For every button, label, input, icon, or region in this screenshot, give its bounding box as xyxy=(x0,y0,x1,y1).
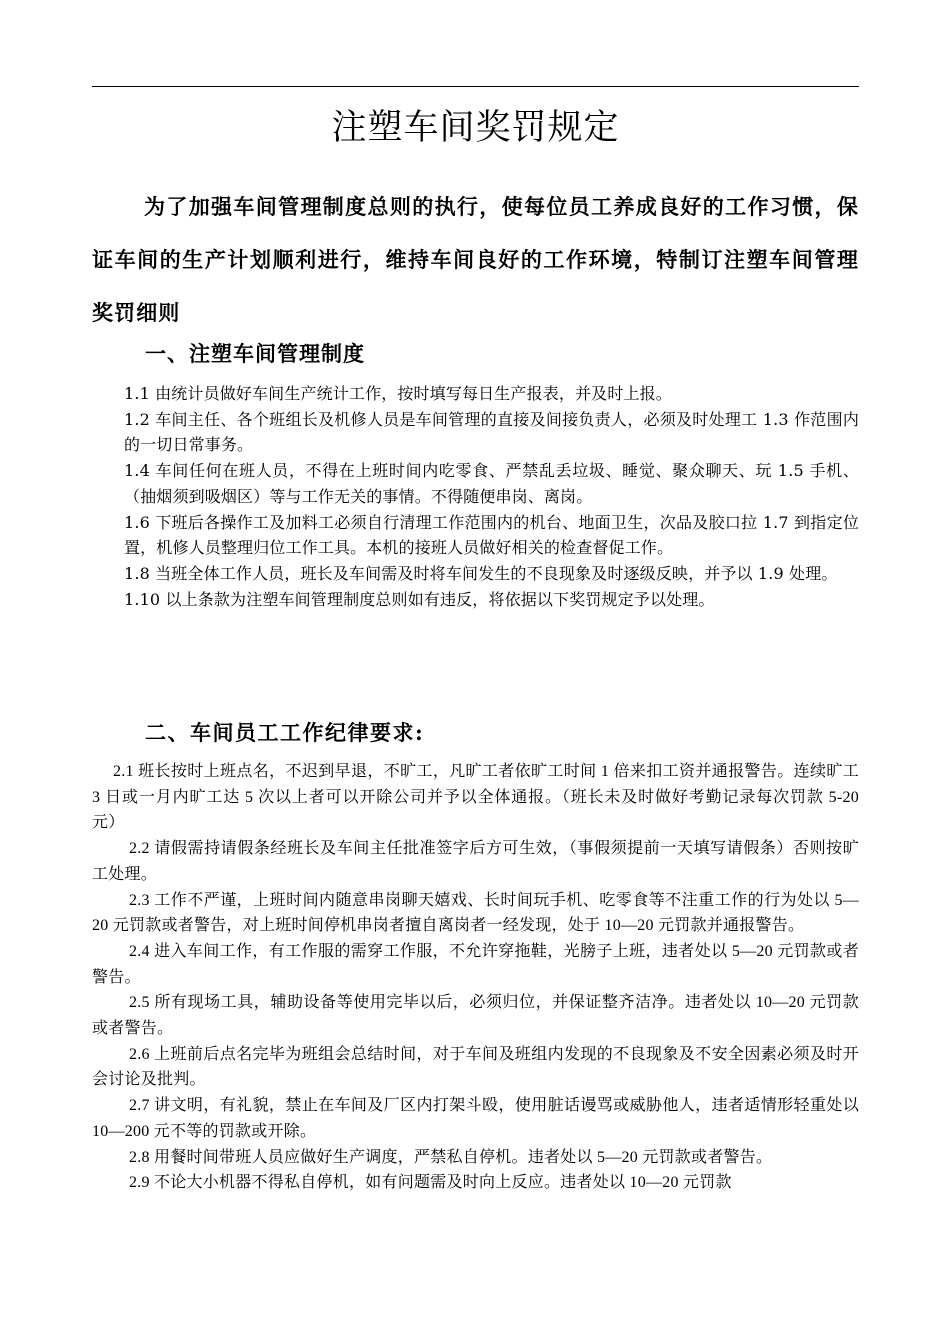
header-rule xyxy=(92,86,859,87)
intro-paragraph: 为了加强车间管理制度总则的执行，使每位员工养成良好的工作习惯，保证车间的生产计划顺利进行，维持车间良好的工作环境，特制订注塑车间管理奖罚细则 xyxy=(92,194,859,325)
discipline-item: 2.3 工作不严谨，上班时间内随意串岗聊天嬉戏、长时间玩手机、吃零食等不注重工作的行为处以 5—20 元罚款或者警告，对上班时间停机串岗者擅自离岗者一经发现，处于 10—20 元罚款并通报警告。 xyxy=(92,891,859,935)
discipline-item: 2.5 所有现场工具，辅助设备等使用完毕以后，必须归位，并保证整齐洁净。违者处以 10—20 元罚款或者警告。 xyxy=(92,994,859,1038)
section-1-body xyxy=(124,381,859,612)
discipline-item: 2.1 班长按时上班点名，不迟到早退，不旷工，凡旷工者依旷工时间 1 倍来扣工资并通报警告。连续旷工 3 日或一月内旷工达 5 次以上者可以开除公司并予以全体通报。（班长未及时做好考勤记录每次罚款 5-20 元） xyxy=(92,763,859,832)
discipline-item: 2.2 请假需持请假条经班长及车间主任批准签字后方可生效，（事假须提前一天填写请假条）否则按旷工处理。 xyxy=(92,840,859,883)
discipline-item: 2.8 用餐时间带班人员应做好生产调度，严禁私自停机。违者处以 5—20 元罚款或者警告。 xyxy=(129,1148,773,1166)
rule-item: 1.6 下班后各操作工及加料工必须自行清理工作范围内的机台、地面卫生，次品及胶口拉 1.7 到指定位置，机修人员整理归位工作工具。本机的接班人员做好相关的检查督促工作。 xyxy=(124,512,859,558)
discipline-item: 2.7 讲文明，有礼貌，禁止在车间及厂区内打架斗殴，使用脏话谩骂或威胁他人，违者适情形轻重处以 10—200 元不等的罚款或开除。 xyxy=(92,1097,859,1140)
discipline-item: 2.6 上班前后点名完毕为班组会总结时间，对于车间及班组内发现的不良现象及不安全因素必须及时开会讨论及批判。 xyxy=(92,1045,859,1089)
rule-item: 1.8 当班全体工作人员，班长及车间需及时将车间发生的不良现象及时逐级反映，并予以 1.9 处理。 xyxy=(124,563,838,583)
rule-item: 1.2 车间主任、各个班组长及机修人员是车间管理的直接及间接负责人，必须及时处理工 1.3 作范围内的一切日常事务。 xyxy=(124,409,859,455)
section-2-body xyxy=(92,759,859,1196)
discipline-item: 2.9 不论大小机器不得私自停机，如有问题需及时向上反应。违者处以 10—20 元罚款 xyxy=(129,1174,732,1192)
section-1-heading: 一、注塑车间管理制度 xyxy=(145,341,365,366)
section-2-heading: 二、车间员工工作纪律要求: xyxy=(145,720,425,745)
rule-item: 1.10 以上条款为注塑车间管理制度总则如有违反，将依据以下奖罚规定予以处理。 xyxy=(124,589,715,609)
rule-item: 1.4 车间任何在班人员，不得在上班时间内吃零食、严禁乱丢垃圾、睡觉、聚众聊天、玩 1.5 手机、（抽烟须到吸烟区）等与工作无关的事情。不得随便串岗、离岗。 xyxy=(124,461,859,506)
document-title: 注塑车间奖罚规定 xyxy=(331,108,620,148)
discipline-item: 2.4 进入车间工作，有工作服的需穿工作服，不允许穿拖鞋，光膀子上班，违者处以 5—20 元罚款或者警告。 xyxy=(92,942,859,986)
rule-item: 1.1 由统计员做好车间生产统计工作，按时填写每日生产报表，并及时上报。 xyxy=(124,384,672,403)
